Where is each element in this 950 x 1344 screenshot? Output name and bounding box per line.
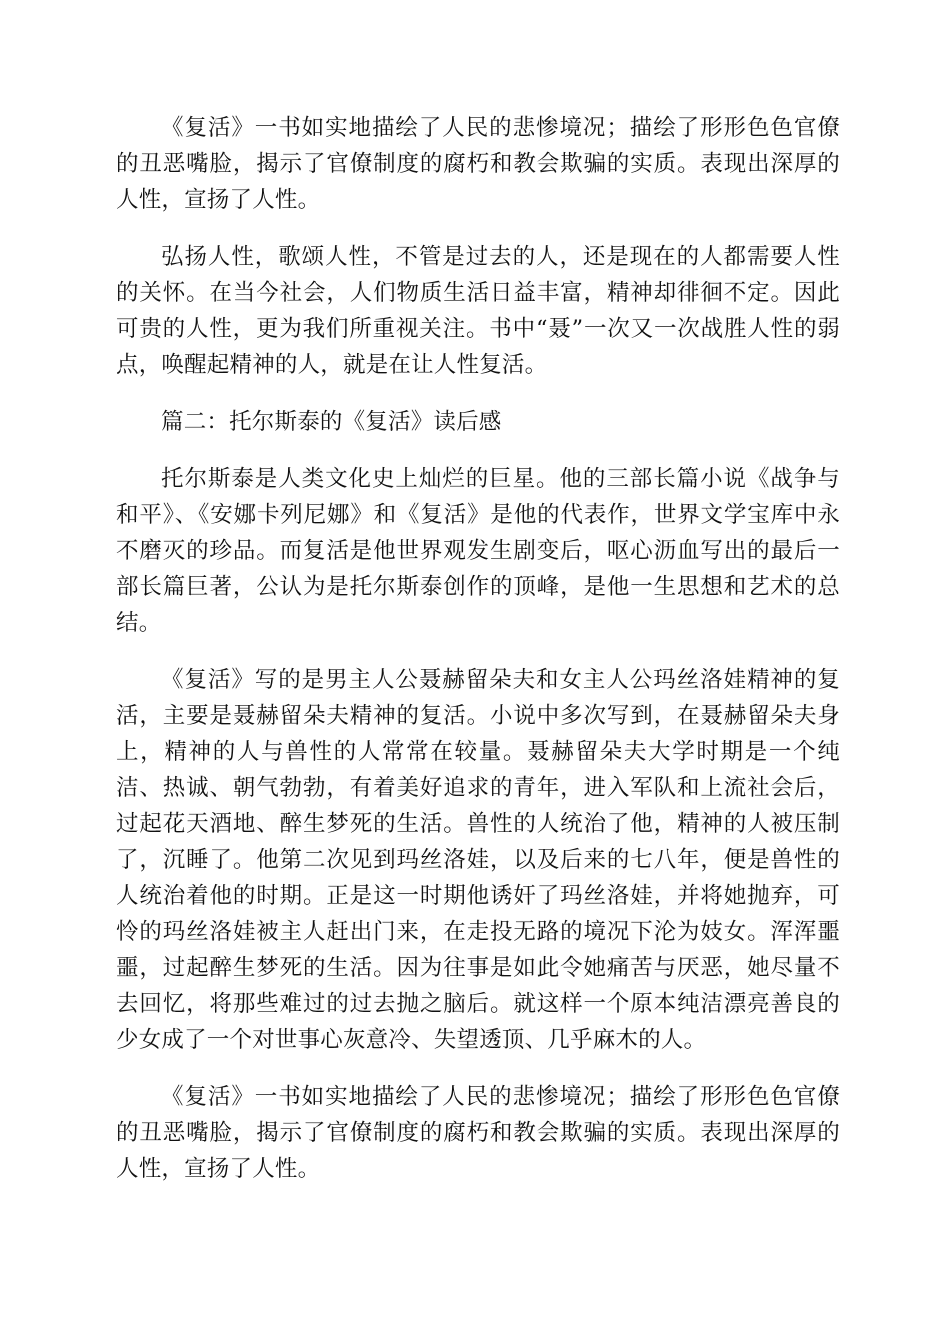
paragraph-5: 《复活》一书如实地描绘了人民的悲惨境况；描绘了形形色色官僚的丑恶嘴脸，揭示了官僚制度的腐朽和教会欺骗的实质。表现出深厚的人性，宣扬了人性。 xyxy=(116,1084,840,1182)
paragraph-1: 《复活》一书如实地描绘了人民的悲惨境况；描绘了形形色色官僚的丑恶嘴脸，揭示了官僚制度的腐朽和教会欺骗的实质。表现出深厚的人性，宣扬了人性。 xyxy=(116,115,840,213)
paragraph-3: 托尔斯泰是人类文化史上灿烂的巨星。他的三部长篇小说《战争与和平》、《安娜卡列尼娜》和《复活》是他的代表作，世界文学宝库中永不磨灭的珍品。而复活是他世界观发生剧变后，呕心沥血写出的最后一部长篇巨著，公认为是托尔斯泰创作的顶峰，是他一生思想和艺术的总结。 xyxy=(116,466,840,636)
paragraph-4: 《复活》写的是男主人公聂赫留朵夫和女主人公玛丝洛娃精神的复活，主要是聂赫留朵夫精神的复活。小说中多次写到，在聂赫留朵夫身上，精神的人与兽性的人常常在较量。聂赫留朵夫大学时期是一个纯洁、热诚、朝气勃勃，有着美好追求的青年，进入军队和上流社会后，过起花天酒地、醉生梦死的生活。兽性的人统治了他，精神的人被压制了，沉睡了。他第二次见到玛丝洛娃，以及后来的七八年，便是兽性的人统治着他的时期。正是这一时期他诱奸了玛丝洛娃，并将她抛弃，可怜的玛丝洛娃被主人赶出门来，在走投无路的境况下沦为妓女。浑浑噩噩，过起醉生梦死的生活。因为往事是如此令她痛苦与厌恶，她尽量不去回忆，将那些难过的过去抛之脑后。就这样一个原本纯洁漂亮善良的少女成了一个对世事心灰意冷、失望透顶、几乎麻木的人。 xyxy=(116,667,840,1053)
paragraph-2: 弘扬人性，歌颂人性，不管是过去的人，还是现在的人都需要人性的关怀。在当今社会，人们物质生活日益丰富，精神却徘徊不定。因此可贵的人性，更为我们所重视关注。书中“聂”一次又一次战胜人性的弱点，唤醒起精神的人，就是在让人性复活。 xyxy=(116,244,840,378)
section-heading: 篇二：托尔斯泰的《复活》读后感 xyxy=(161,409,502,435)
